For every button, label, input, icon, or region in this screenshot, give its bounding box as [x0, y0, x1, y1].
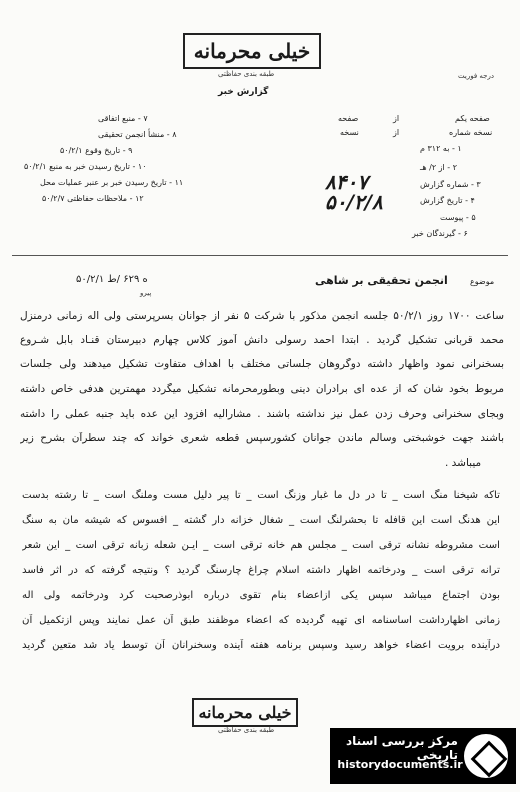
reference-number: ه ۶۲۹ /ط ۵۰/۲/۱ [76, 274, 148, 285]
field-date-to-ops: ۱۱ - تاریخ رسیدن خبر بر عنبر عملیات محل [40, 178, 184, 187]
page-label: صفحه یکم [455, 114, 490, 123]
body-line: ساعت ۱۷۰۰ روز ۵۰/۲/۱ جلسه انجمن مذکور با شرکت ۵ نفر از جوانان بسرپرستی ولی اله زمانی درمنزل [20, 310, 504, 322]
archive-url: historydocuments.ir [337, 758, 463, 771]
poem-line: تاکه شیخنا منگ است _ تا در دل ما غبار وزنگ است _ تا پیر دلیل مست وملنگ است _ تا رشته بدست [22, 490, 500, 501]
copy-total-label: نسخه [340, 128, 359, 137]
page-total-label: صفحه [338, 114, 359, 123]
divider [12, 255, 508, 256]
report-type: گزارش خبر [218, 87, 269, 97]
field-report-number: ۳ - شماره گزارش [420, 180, 481, 189]
body-line: بسخنرانی نمود واظهار داشته دوگروهان جلساتی مختلف با اهداف متفاوت تشکیل میدهند ولی جلسات [20, 358, 504, 370]
field-recipients: ۶ - گیرندگان خبر [412, 229, 468, 238]
classification-stamp-bottom: خیلی محرمانه [192, 698, 298, 727]
priority-label: درجه فوریت [458, 72, 494, 80]
subject-label: موضوع [470, 277, 495, 286]
copy-label: نسخه شماره [449, 128, 493, 137]
field-from: ۲ - از ۲/ هـ [420, 163, 458, 172]
handwritten-date: ۵۰/۲/۸ [325, 190, 383, 214]
field-origin: ۸ - منشأ انجمن تحقیقی [98, 130, 177, 139]
poem-line: این هدنگ است این قافله تا بحشرلنگ است _ شغال خزانه دار گشته _ افسوس که شیشه مان به سنگ [22, 515, 500, 526]
page-of: از [393, 114, 400, 123]
poem-line: است مشروطه نشانه ترقی است _ مجلس هم خانه ترقی است _ ایـن شعله زبانه ترقی است _ این شعر [22, 540, 500, 551]
body-line: محمد قربانی تشکیل گردید . ابتدا احمد رسولی دانش آموز کلاس چهارم دبیرستان قنـاد بابل شـروع [20, 334, 504, 346]
poem-line: درآینده برویت اعضاء خواهد رسید وسپس برنامه هفته آینده وسخنرانان آن توسط یاد شد متعین گردید [22, 640, 500, 651]
body-line: وبجای سخنرانی وحرف زدن عمل نیز نداشته باشند . مشارالیه افزود این عده باید جنبه عملی را داشته [20, 408, 504, 420]
subject-value: انجمن تحقیقی بر شاهی [315, 274, 448, 287]
poem-line: زمانی اظهارداشت اساسنامه ای تهیه گردیده که اعضاء موظفند طبق آن عمل نمایند وپس ازتکمیل آن [22, 615, 500, 626]
archive-logo-icon [464, 734, 508, 778]
body-line: باشند جهت خوشبختی وسالم ماندن جوانان کشورسپس قطعه شعری خواند که چند سطرآن بشرح زیر [20, 432, 504, 444]
body-line: مربوط بخود شان که از عده ای برادران دینی وبطورمحرمانه تشکیل میگردد مهمترین هدفی خاص داشته [20, 383, 504, 395]
classification-caption-bottom: طبقه بندی حفاظتی [218, 726, 275, 734]
field-date-to-source: ۱۰ - تاریخ رسیدن خبر به منبع ۵۰/۲/۱ [24, 162, 147, 171]
field-report-date: ۴ - تاریخ گزارش [420, 196, 475, 205]
archive-watermark [330, 728, 516, 784]
poem-line: ترانه ترقی است _ ودرخاتمه اظهار داشته اسلام چراغ چارسنگ گردید ؟ ونتیجه گرفته که در اثر فاسد [22, 565, 500, 576]
classification-caption-top: طبقه بندی حفاظتی [218, 70, 275, 78]
handwritten-number: ۸۴۰۷ [325, 170, 368, 194]
field-to: ۱ - به ۳۱۲ م [420, 144, 462, 153]
field-occurrence-date: ۹ - تاریخ وقوع ۵۰/۲/۱ [60, 146, 133, 155]
archive-name: مرکز بررسی اسناد تاریخی [346, 734, 458, 762]
reference-caption: پیرو [140, 289, 152, 297]
field-security-notes: ۱۲ - ملاحظات حفاظتی ۵۰/۲/۷ [42, 194, 144, 203]
poem-line: بودن اجتماع میباشد سپس یکی ازاعضاء بنام تقوی درباره ابوذرصحبت کرد ودرخاتمه ولی اله [22, 590, 500, 601]
classification-stamp-top: خیلی محرمانه [183, 33, 321, 69]
field-attachment: ۵ - پیوست [440, 213, 476, 222]
body-line: میباشد . [445, 457, 482, 469]
copy-of: از [393, 128, 400, 137]
field-source: ۷ - منبع اتفاقی [98, 114, 148, 123]
